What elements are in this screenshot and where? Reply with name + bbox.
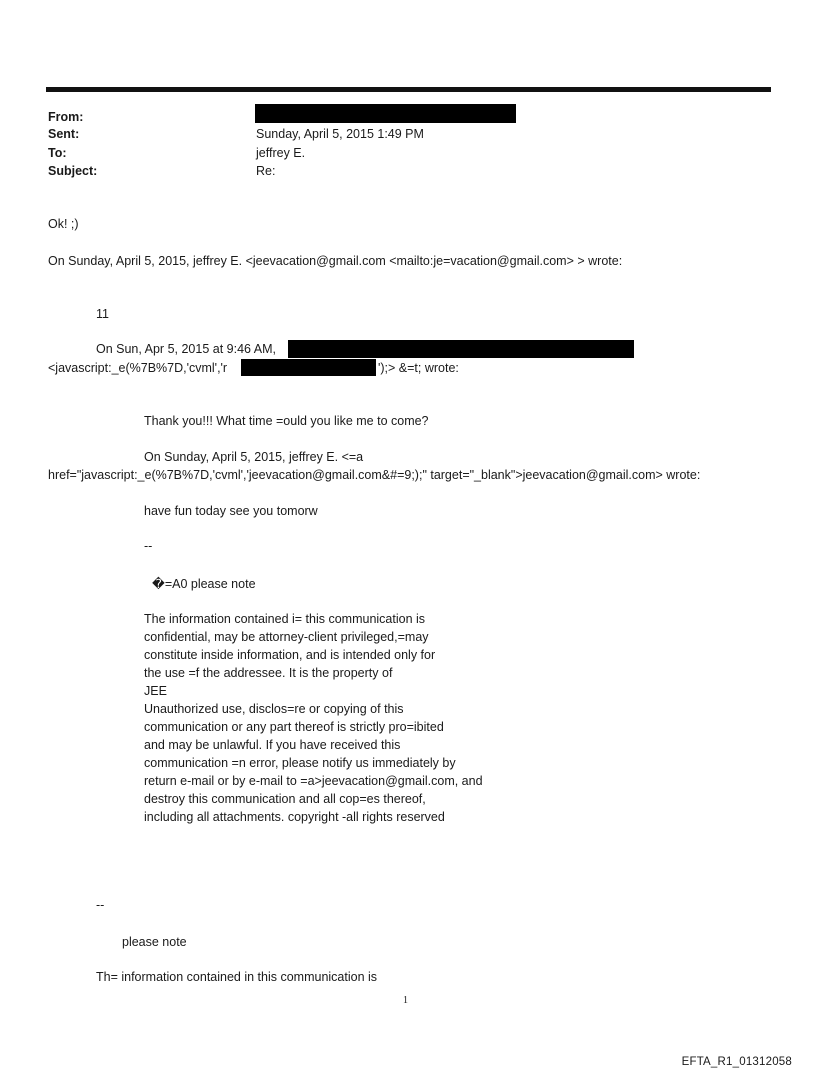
disclaimer-line: the use =f the addressee. It is the property of (144, 666, 393, 680)
disclaimer-line: destroy this communication and all cop=es thereof, (144, 792, 426, 806)
disclaimer-line: confidential, may be attorney-client privileged,=may (144, 630, 429, 644)
quote1-text: 11 (96, 307, 109, 321)
disclaimer-line: The information contained i= this communication is (144, 612, 426, 626)
quote1-intro: On Sunday, April 5, 2015, jeffrey E. <jeevacation@gmail.com <mailto:je=vacation@gmail.com> > wrote: (48, 254, 623, 268)
quote3-intro-b: href="javascript:_e(%7B%7D,'cvml','jeevacation@gmail.com&#=9;);" target="_blank">jeevacation@gmail.com> wrote: (48, 468, 701, 482)
redacted-sender (255, 104, 516, 123)
signature-note: �=A0 please note (152, 577, 256, 591)
header-rule (46, 87, 771, 92)
to-value: jeffrey E. (256, 146, 306, 160)
signature-separator: -- (144, 539, 153, 553)
disclaimer-line: constitute inside information, and is intended only for (144, 648, 436, 662)
signature2-line: Th= information contained in this communication is (96, 970, 378, 984)
signature2-note: please note (122, 935, 187, 949)
sent-label: Sent: (48, 127, 80, 141)
sent-value: Sunday, April 5, 2015 1:49 PM (256, 127, 424, 141)
subject-label: Subject: (48, 164, 98, 178)
quote2-intro-b1: <javascript:_e(%7B%7D,'cvml','r (48, 361, 228, 375)
disclaimer-line: including all attachments. copyright -all rights reserved (144, 810, 445, 824)
quote2-text: Thank you!!! What time =ould you like me to come? (144, 414, 429, 428)
quote3-text: have fun today see you tomorw (144, 504, 318, 518)
redacted-name (288, 340, 634, 358)
subject-value: Re: (256, 164, 276, 178)
from-label: From: (48, 110, 84, 124)
disclaimer-line: JEE (144, 684, 167, 698)
quote2-intro-b2: ');> &=t; wrote: (378, 361, 459, 375)
disclaimer-block (144, 610, 483, 826)
redacted-email (241, 359, 376, 376)
disclaimer-line: and may be unlawful. If you have received this (144, 738, 401, 752)
quote3-intro-a: On Sunday, April 5, 2015, jeffrey E. <=a (144, 450, 364, 464)
to-label: To: (48, 146, 67, 160)
document-id: EFTA_R1_01312058 (681, 1056, 792, 1068)
quote2-intro-a: On Sun, Apr 5, 2015 at 9:46 AM, (96, 342, 276, 356)
disclaimer-line: Unauthorized use, disclos=re or copying of this (144, 702, 404, 716)
page-number: 1 (403, 995, 408, 1006)
disclaimer-line: communication or any part thereof is strictly pro=ibited (144, 720, 444, 734)
signature2-separator: -- (96, 898, 105, 912)
disclaimer-line: return e-mail or by e-mail to =a>jeevacation@gmail.com, and (144, 774, 483, 788)
disclaimer-line: communication =n error, please notify us immediately by (144, 756, 456, 770)
reply-text: Ok! ;) (48, 217, 79, 231)
